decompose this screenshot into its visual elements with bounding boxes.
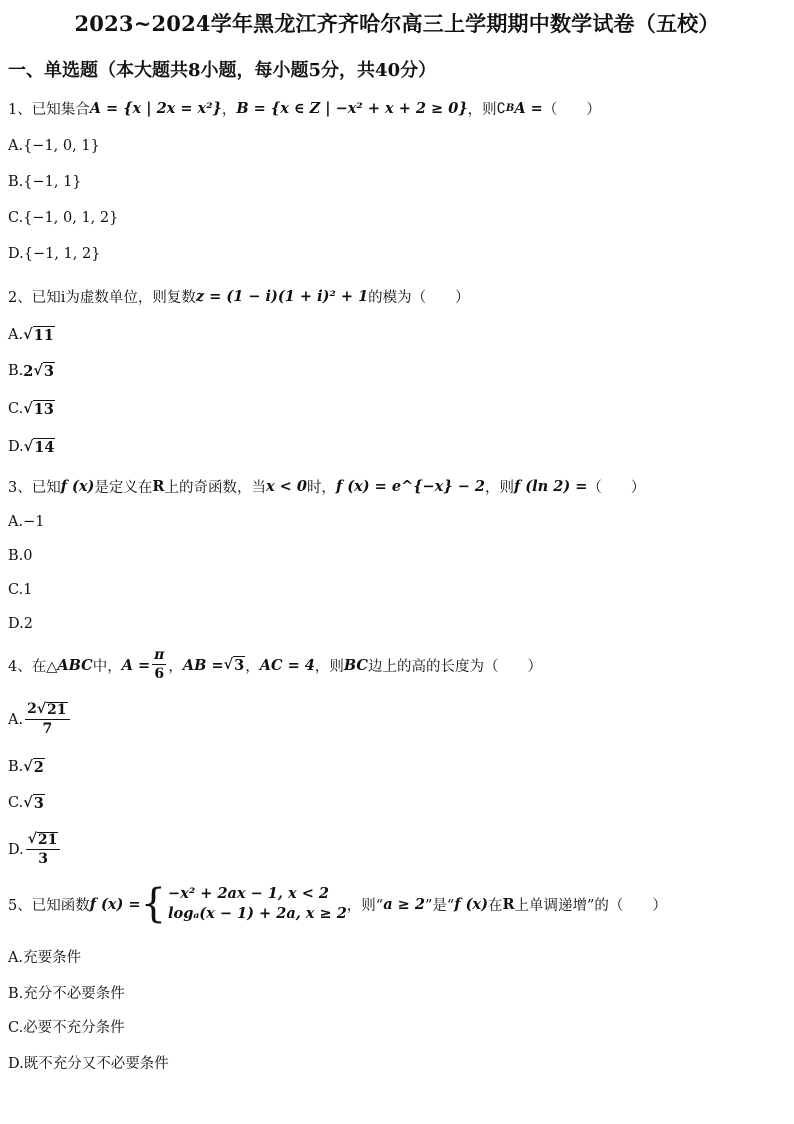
q5-option-d[interactable]: D.既不充分又不必要条件 [8, 1056, 169, 1072]
q5-option-b[interactable]: B.充分不必要条件 [8, 986, 125, 1002]
q1-option-b[interactable]: B.{−1, 1} [8, 174, 82, 190]
q3-blank: （ ） [587, 480, 646, 496]
question-3 [8, 476, 645, 497]
q5-suffix: 上单调递增”的（ ） [514, 897, 667, 914]
q5-case-1: −x² + 2ax − 1, x < 2 [168, 885, 329, 902]
q5-condition: a ≥ 2 [383, 895, 425, 913]
q3-definition: f (x) = e^{−x} − 2 [335, 478, 485, 495]
q2-prefix: 2、已知i为虚数单位，则复数 [8, 290, 196, 306]
q3-option-d[interactable]: D.2 [8, 616, 33, 632]
q5-case-2: logₐ(x − 1) + 2a, x ≥ 2 [168, 905, 347, 922]
q4-sep2: ， [245, 658, 260, 675]
q1-prefix: 1、已知集合 [8, 102, 90, 118]
q3-ask: f (ln 2) = [514, 478, 588, 495]
q4-pi-over-6: $\frac{\pi}{6}$ [154, 647, 165, 682]
q3-fx: f (x) [60, 478, 95, 495]
q3-option-b[interactable]: B.0 [8, 548, 33, 564]
q5-mid2: ”是“ [424, 897, 455, 914]
q1-option-c[interactable]: C.{−1, 0, 1, 2} [8, 210, 119, 226]
q1-sep: ， [221, 102, 237, 118]
q1-option-d[interactable]: D.{−1, 1, 2} [8, 246, 101, 262]
q4-option-d[interactable] [8, 832, 62, 867]
q3-mid3: 时， [306, 480, 336, 496]
q2-option-c[interactable] [8, 400, 55, 418]
question-2 [8, 286, 470, 307]
question-1 [8, 98, 601, 119]
q2-option-b-coef: 2 [23, 362, 34, 380]
q4-option-a-frac: 2 √ 21 7 [25, 702, 69, 737]
q4-suffix: 边上的高的长度为（ ） [367, 658, 542, 675]
q1-option-a[interactable]: A.{−1, 0, 1} [8, 138, 100, 154]
q4-option-b-label: B. [8, 759, 24, 775]
q1-blank: （ ） [542, 102, 601, 118]
q4-option-d-frac: √ 21 3 [26, 832, 61, 867]
q5-piecewise: { −x² + 2ax − 1, x < 2 logₐ(x − 1) + 2a, x ≥ 2 [140, 881, 347, 927]
q1-set-a: A = {x | 2x = x²} [89, 100, 222, 117]
q4-angle-a: A = [121, 656, 151, 674]
q1-complement-symbol: ∁ [496, 100, 506, 117]
q3-option-a[interactable]: A.−1 [8, 514, 45, 530]
q3-mid1: 是定义在 [94, 480, 153, 496]
q4-mid2: ，则 [314, 658, 344, 675]
q3-prefix: 3、已知 [8, 480, 61, 496]
q2-option-a-label: A. [8, 327, 24, 343]
q5-fx: f (x) = [89, 895, 141, 913]
q4-triangle: ABC [57, 656, 93, 674]
q3-option-c[interactable]: C.1 [8, 582, 33, 598]
q5-fx2: f (x) [454, 895, 488, 913]
q3-real-set: R [152, 478, 165, 495]
q4-sqrt3: √ 3 [223, 656, 245, 674]
q4-sep1: ， [168, 658, 183, 675]
question-4 [8, 648, 542, 682]
q4-option-c-label: C. [8, 795, 24, 811]
section-heading: 一、单选题（本大题共8小题，每小题5分，共40分） [8, 60, 437, 81]
q4-mid1: 中， [92, 658, 122, 675]
q2-option-a[interactable] [8, 326, 55, 344]
q5-real-set: R [502, 895, 515, 913]
q5-mid3: 在 [487, 897, 503, 914]
q1-complement-sub: B [505, 103, 515, 114]
q5-mid1: ，则“ [346, 897, 384, 914]
q1-set-b: B = {x ∈ Z | −x² + x + 2 ≥ 0} [236, 100, 468, 117]
q5-option-a[interactable]: A.充要条件 [8, 950, 82, 966]
q5-option-c[interactable]: C.必要不充分条件 [8, 1020, 125, 1036]
q2-option-b[interactable] [8, 362, 55, 380]
q4-ac: AC = 4 [259, 656, 315, 674]
q2-option-d-label: D. [8, 439, 24, 455]
q4-option-b-sqrt: √ 2 [23, 758, 44, 776]
q2-option-c-sqrt: √ 13 [23, 400, 54, 418]
q3-mid2: 上的奇函数，当 [164, 480, 266, 496]
q4-option-d-label: D. [8, 841, 24, 858]
q2-option-d[interactable] [8, 438, 55, 456]
q2-option-a-sqrt: √ 11 [23, 326, 54, 344]
q2-option-c-label: C. [8, 401, 24, 417]
q2-suffix: 的模为（ ） [368, 290, 470, 306]
q4-option-c-sqrt: √ 3 [23, 794, 44, 812]
q4-option-b[interactable] [8, 758, 45, 776]
q4-option-c[interactable] [8, 794, 45, 812]
q4-bc: BC [343, 656, 368, 674]
q1-suffix-pre: ，则 [467, 102, 497, 118]
q3-mid4: ，则 [485, 480, 514, 496]
q5-prefix: 5、已知函数 [8, 897, 90, 914]
q4-prefix: 4、在△ [8, 658, 58, 675]
q4-ab: AB = [182, 656, 224, 674]
q1-complement-var: A = [514, 100, 543, 117]
q2-expression: z = (1 − i)(1 + i)² + 1 [195, 288, 369, 305]
question-5 [8, 881, 667, 927]
q4-option-a-label: A. [8, 711, 24, 728]
exam-title: 2023~2024学年黑龙江齐齐哈尔高三上学期期中数学试卷（五校） [74, 11, 720, 36]
q4-option-a[interactable] [8, 702, 72, 737]
q2-option-b-sqrt: √ 3 [33, 362, 54, 380]
q2-option-d-sqrt: √ 14 [23, 438, 55, 456]
q2-option-b-label: B. [8, 363, 24, 379]
q3-condition: x < 0 [265, 478, 307, 495]
